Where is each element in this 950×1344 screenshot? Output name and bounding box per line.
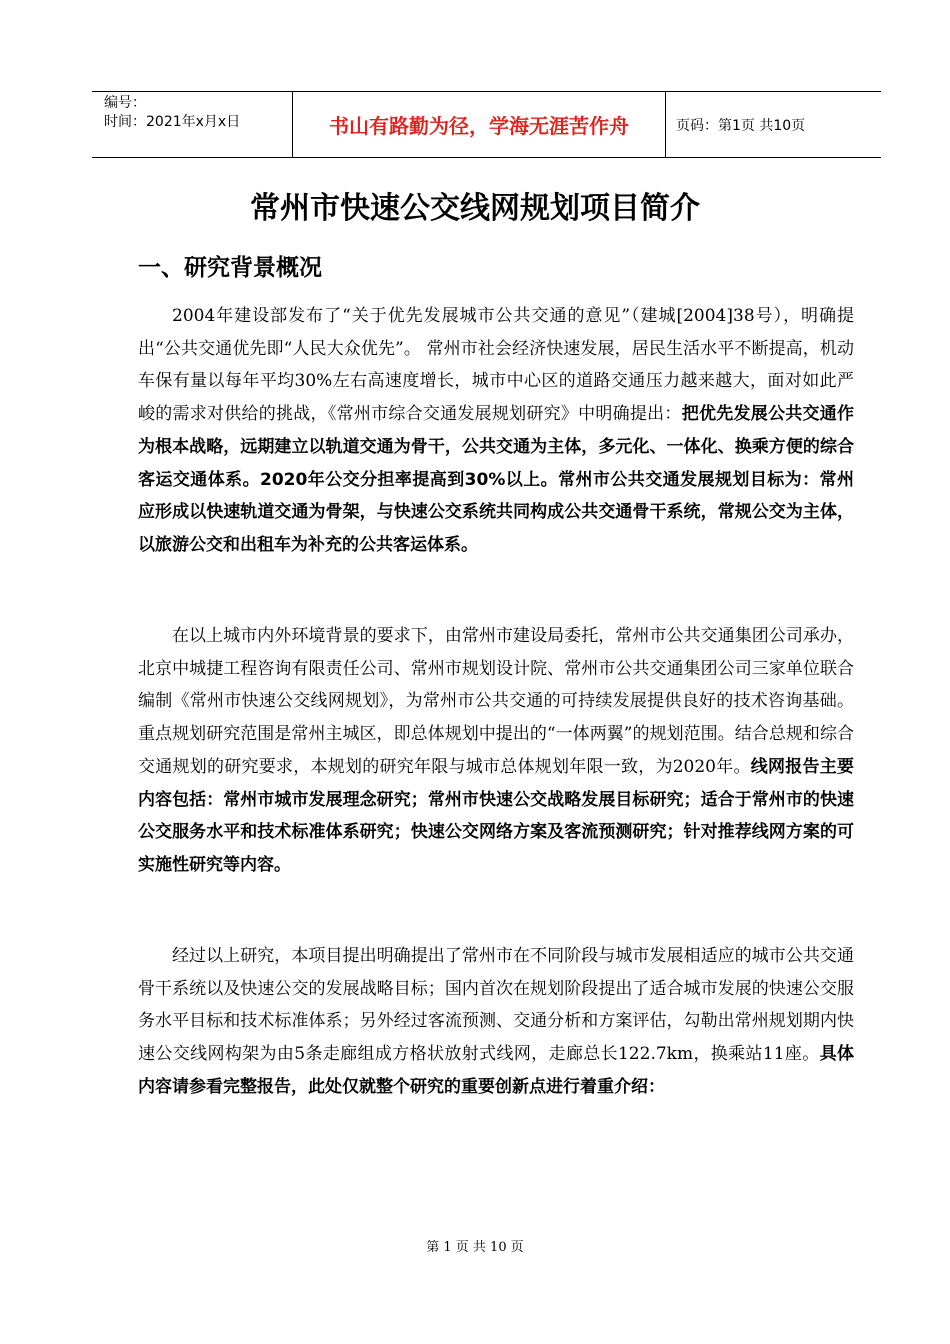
document-title: 常州市快速公交线网规划项目简介	[250, 191, 700, 226]
header-motto: 书山有路勤为径，学海无涯苦作舟	[293, 92, 666, 157]
document-time-label: 时间：2021年x月x日	[104, 114, 241, 130]
paragraph-text: 在以上城市内外环境背景的要求下，由常州市建设局委托，常州市公共交通集团公司承办，北京中城捷工程咨询有限责任公司、常州市规划设计院、常州市公共交通集团公司三家单位联合编制《常州市快速公交线网规划》，为常州市公共交通的可持续发展提供良好的技术咨询基础。重点规划研究范围是常州主城区，即总体规划中提出的“一体两翼”的规划范围。结合总规和综合交通规划的研究要求，本规划的研究年限与城市总体规划年限一致，为2020年。	[138, 626, 854, 777]
header-table	[92, 91, 881, 158]
paragraph-results	[138, 940, 854, 1104]
header-page-info: 页码：第1页 共10页	[676, 117, 806, 134]
header-meta-cell	[92, 92, 293, 157]
paragraph-background	[138, 300, 854, 562]
paragraph-emphasis: 具体内容请参看完整报告，此处仅就整个研究的重要创新点进行着重介绍：	[138, 1044, 854, 1097]
paragraph-text: 经过以上研究，本项目提出明确提出了常州市在不同阶段与城市发展相适应的城市公共交通骨干系统以及快速公交的发展战略目标；国内首次在规划阶段提出了适合城市发展的快速公交服务水平目标和技术标准体系；另外经过客流预测、交通分析和方案评估，勾勒出常州规划期内快速公交线网构架为由5条走廊组成方格状放射式线网，走廊总长122.7km，换乘站11座。	[138, 946, 854, 1065]
paragraph-emphasis: 把优先发展公共交通作为根本战略，远期建立以轨道交通为骨干，公共交通为主体，多元化、一体化、换乘方便的综合客运交通体系。2020年公交分担率提高到30%以上。常州市公共交通发展规划目标为：常州应形成以快速轨道交通为骨架，与快速公交系统共同构成公共交通骨干系统，常规公交为主体，以旅游公交和出租车为补充的公共客运体系。	[138, 404, 855, 555]
paragraph-scope	[138, 620, 854, 882]
document-number-label: 编号：	[104, 95, 146, 111]
paragraph-emphasis: 线网报告主要内容包括：常州市城市发展理念研究；常州市快速公交战略发展目标研究；适合于常州市的快速公交服务水平和技术标准体系研究；快速公交网络方案及客流预测研究；针对推荐线网方案的可实施性研究等内容。	[138, 756, 854, 875]
page-footer: 第 1 页 共 10 页	[426, 1240, 524, 1255]
section-heading: 一、研究背景概况	[138, 255, 322, 281]
paragraph-text: 2004年建设部发布了“关于优先发展城市公共交通的意见”（建城[2004]38号），明确提出“公共交通优先即“人民大众优先”。 常州市社会经济快速发展，居民生活水平不断提高，机动车保有量以每年平均30%左右高速度增长，城市中心区的道路交通压力越来越大，面对如此严峻的需求对供给的挑战，《常州市综合交通发展规划研究》中明确提出：	[138, 306, 854, 425]
